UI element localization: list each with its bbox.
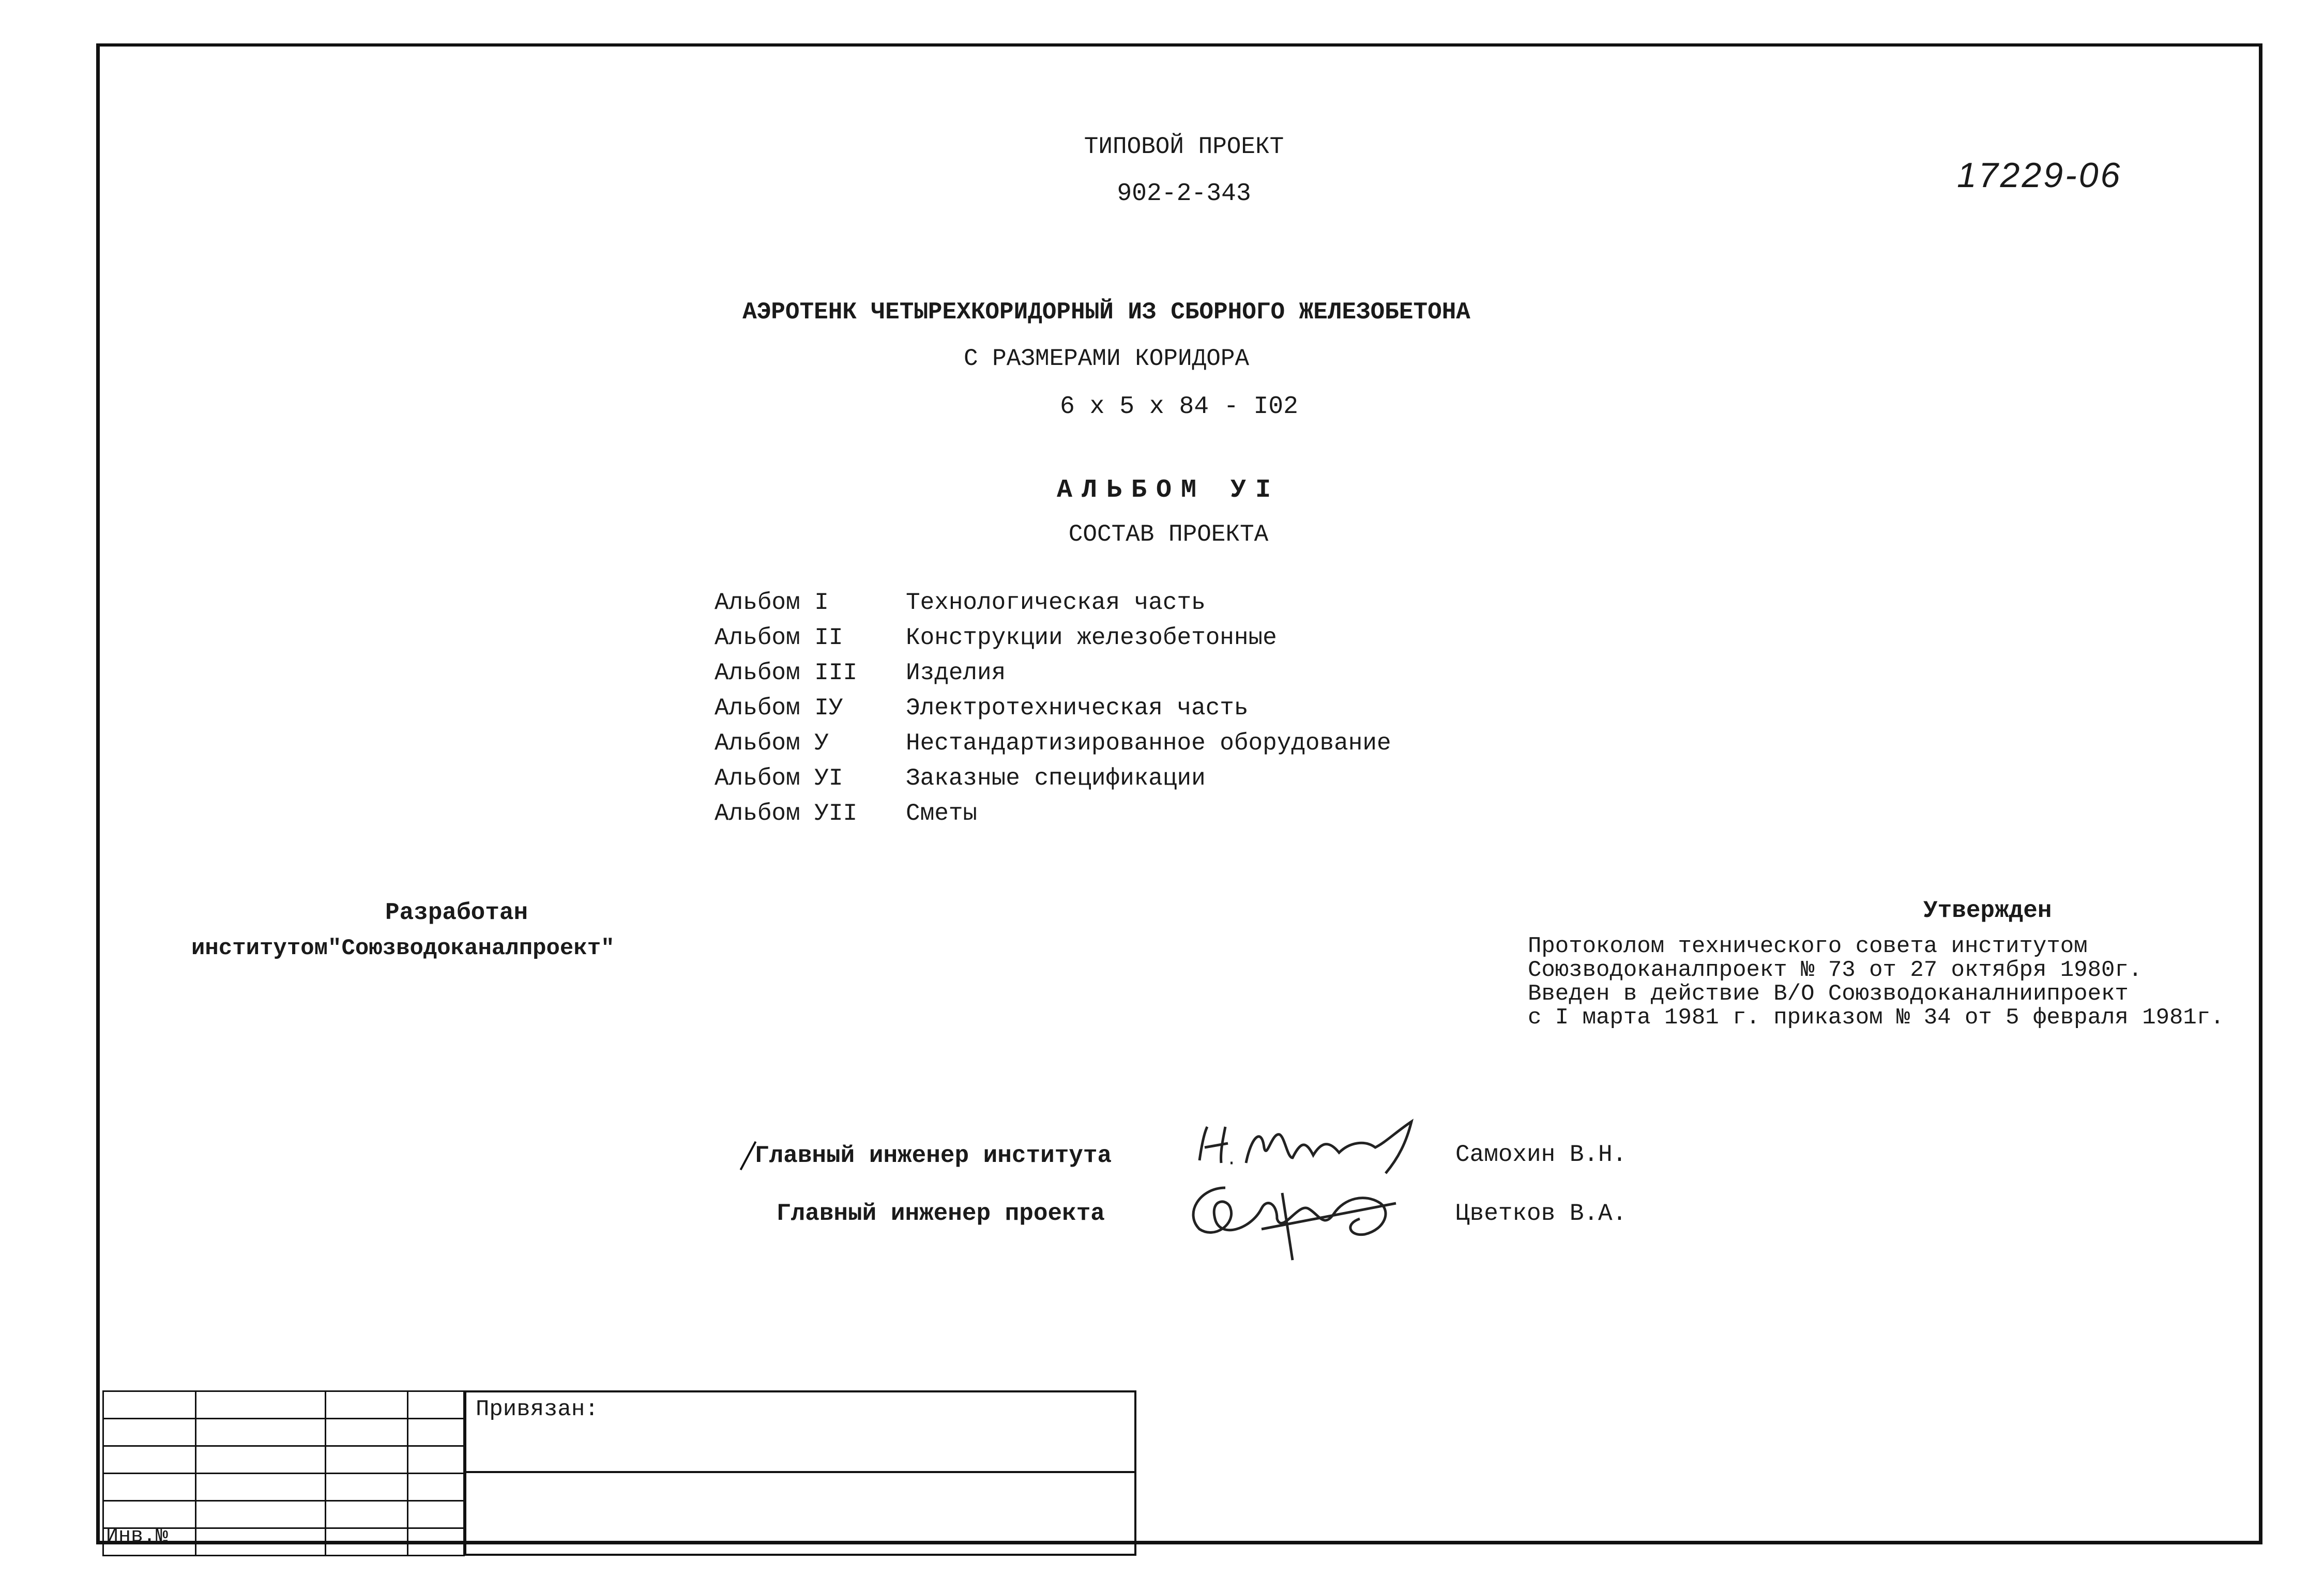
list-item (715, 589, 1391, 624)
signature-name-2: Цветков В.А. (1455, 1200, 1627, 1227)
album-name: Конструкции железобетонные (906, 624, 1277, 651)
signature-role-1: Главный инженер института (755, 1142, 1112, 1169)
signature-role-2: Главный инженер проекта (777, 1200, 1105, 1227)
stamp-binding-block (464, 1390, 1136, 1556)
developed-by: институтом"Союзводоканалпроект" (191, 936, 615, 961)
approval-line-2: Союзводоканалпроект № 73 от 27 октября 1980г. (1528, 957, 2143, 983)
bound-label: Привязан: (476, 1397, 599, 1422)
stamp-divider (466, 1471, 1134, 1473)
document-code: 17229-06 (1957, 156, 2122, 195)
composition-heading: СОСТАВ ПРОЕКТА (1068, 521, 1269, 548)
title-line-3: 6 х 5 х 84 - I02 (1060, 393, 1298, 421)
album-number: Альбом У (715, 730, 829, 757)
album-name: Нестандартизированное оборудование (906, 730, 1391, 757)
album-number: Альбом УII (715, 800, 858, 827)
project-type: ТИПОВОЙ ПРОЕКТ (1084, 133, 1284, 160)
album-name: Изделия (906, 660, 1006, 686)
album-name: Сметы (906, 800, 978, 827)
approval-line-3: Введен в действие В/О Союзводоканалниипроект (1528, 981, 2129, 1007)
album-number: Альбом II (715, 624, 843, 651)
approval-text (1528, 935, 2224, 1030)
album-name: Заказные спецификации (906, 765, 1206, 792)
album-number: Альбом УI (715, 765, 843, 792)
list-item (715, 800, 1391, 835)
handwritten-signature-2 (1179, 1172, 1417, 1265)
album-name: Технологическая часть (906, 589, 1206, 616)
title-line-2: С РАЗМЕРАМИ КОРИДОРА (963, 345, 1250, 372)
inventory-label: Инв.№ (106, 1525, 169, 1548)
approval-line-1: Протоколом технического совета институтом (1528, 933, 2088, 959)
album-heading: АЛЬБОМ УI (1056, 476, 1281, 505)
developed-label: Разработан (385, 899, 528, 926)
list-item (715, 695, 1391, 730)
album-number: Альбом III (715, 660, 858, 686)
project-number: 902-2-343 (1117, 180, 1251, 208)
album-number: Альбом IУ (715, 695, 843, 722)
approval-line-4: с I марта 1981 г. приказом № 34 от 5 февраля 1981г. (1528, 1005, 2224, 1031)
list-item (715, 660, 1391, 695)
album-name: Электротехническая часть (906, 695, 1249, 722)
composition-list (715, 589, 1391, 835)
list-item (715, 624, 1391, 660)
list-item (715, 730, 1391, 765)
list-item (715, 765, 1391, 800)
album-number: Альбом I (715, 589, 829, 616)
approved-label: Утвержден (1923, 897, 2052, 924)
title-line-1: АЭРОТЕНК ЧЕТЫРЕХКОРИДОРНЫЙ ИЗ СБОРНОГО ЖЕЛЕЗОБЕТОНА (742, 299, 1470, 326)
signature-name-1: Самохин В.Н. (1455, 1141, 1627, 1168)
